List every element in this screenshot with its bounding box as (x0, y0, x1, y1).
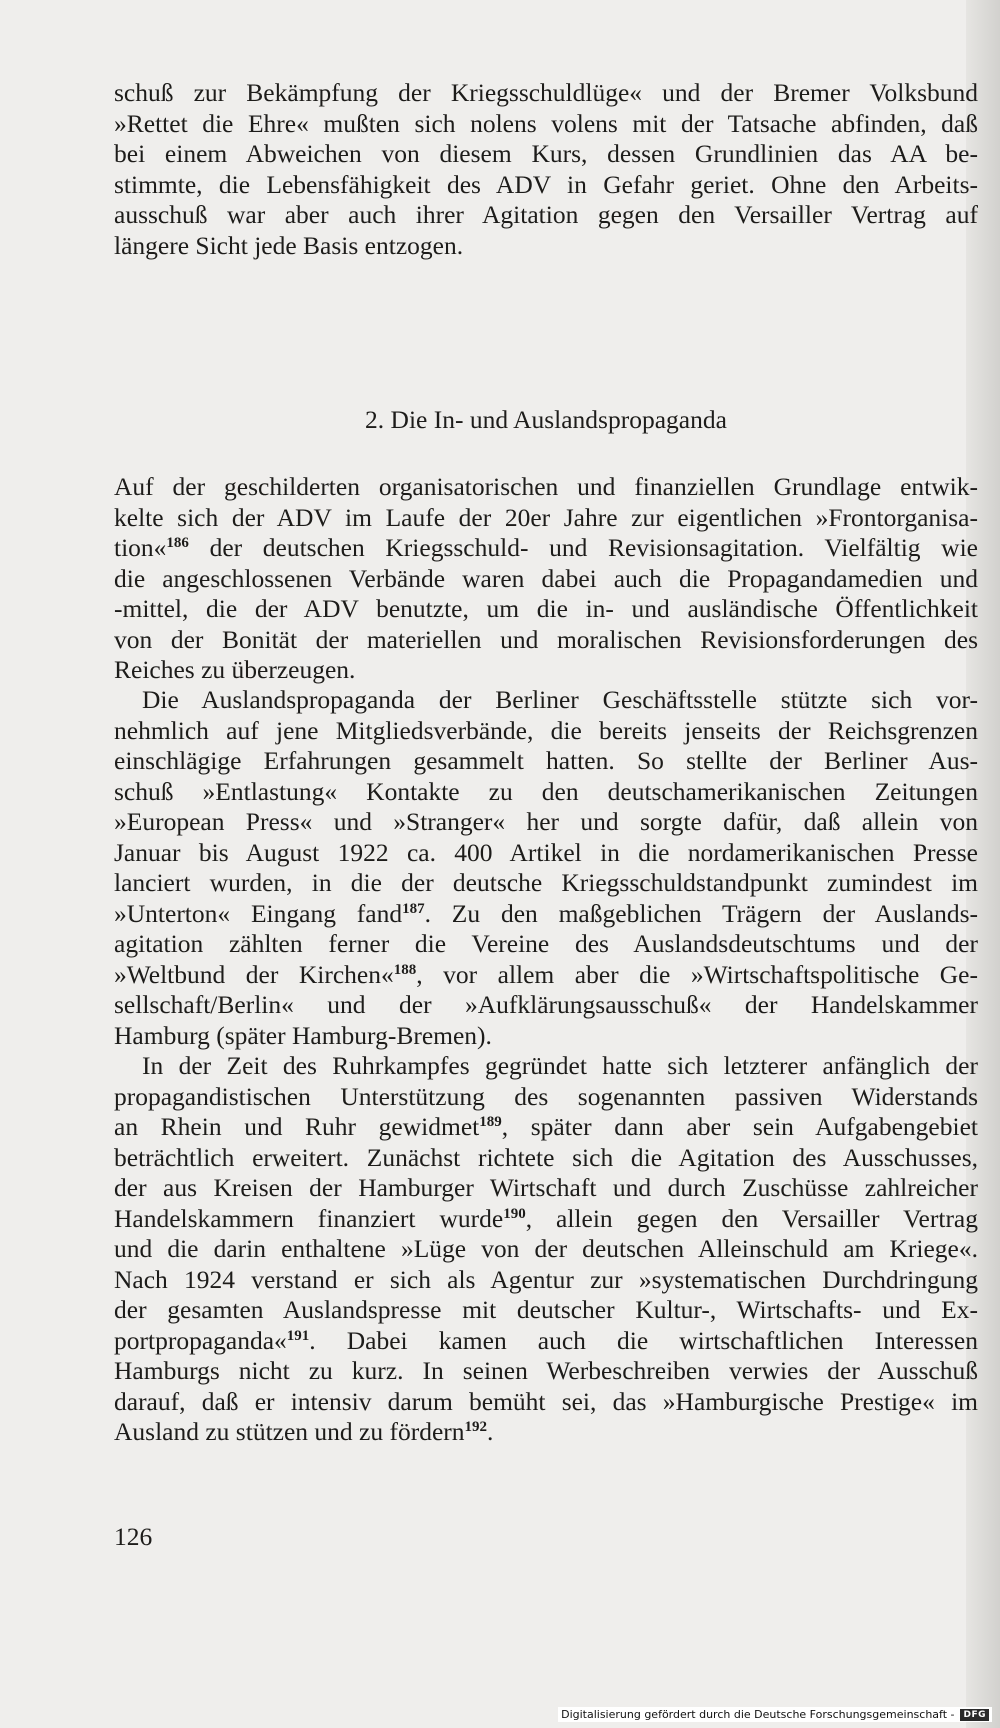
text-line: die angeschlossenen Verbände waren dabei auch die Propagandamedien und (114, 563, 978, 593)
paragraph-2 (114, 472, 978, 686)
text-line: Auf der geschilderten organisatorischen und finanziellen Grundlage entwik- (114, 472, 978, 501)
footnote-marker: 187 (402, 900, 425, 917)
text-line: Die Auslandspropaganda der Berliner Geschäftsstelle stützte sich vor- (142, 685, 978, 714)
text-line: Reiches zu überzeugen. (114, 655, 356, 684)
paragraph-1 (114, 78, 978, 261)
footnote-marker: 191 (286, 1327, 310, 1344)
text-line: schuß »Entlastung« Kontakte zu den deutschamerikanischen Zeitungen (114, 776, 978, 806)
text-line: tion«$^{186}$ der deutschen Kriegsschuld- und Revisionsagitation. Vielfältig wie (114, 533, 978, 562)
text-line: portpropaganda«$^{191}$. Dabei kamen auch die wirtschaftlichen Interessen (114, 1325, 978, 1355)
footnote-marker: 192 (464, 1419, 488, 1435)
text-line: beträchtlich erweitert. Zunächst richtete sich die Agitation des Ausschusses, (114, 1142, 978, 1172)
text-line: Hamburg (später Hamburg-Bremen). (114, 1020, 492, 1050)
paragraph-3 (114, 685, 978, 1051)
text-line: kelte sich der ADV im Laufe der 20er Jahre zur eigentlichen »Frontorganisa- (114, 502, 978, 532)
text-line: darauf, daß er intensiv darum bemüht sei, das »Hamburgische Prestige« im (114, 1386, 978, 1416)
text-line: sellschaft/Berlin« und der »Aufklärungsausschuß« der Handelskammer (114, 990, 978, 1019)
text-line: »Unterton« Eingang fand$^{187}$. Zu den maßgeblichen Trägern der Auslands- (114, 898, 978, 928)
text-line: Hamburgs nicht zu kurz. In seinen Werbeschreiben verwies der Ausschuß (114, 1356, 978, 1385)
footnote-marker: 190 (503, 1205, 526, 1222)
footnote-marker: 189 (479, 1114, 502, 1130)
text-line: -mittel, die der ADV benutzte, um die in- und ausländische Öffentlichkeit (114, 594, 978, 623)
text-line: ausschuß war aber auch ihrer Agitation gegen den Versailler Vertrag auf (114, 200, 978, 229)
footnote-marker: 186 (166, 535, 189, 551)
text-line: lanciert wurden, in die der deutsche Kriegsschuldstandpunkt zumindest im (114, 868, 978, 897)
text-line: Nach 1924 verstand er sich als Agentur zur »systematischen Durchdringung (114, 1264, 978, 1294)
page-number: 126 (114, 1522, 153, 1551)
text-line: längere Sicht jede Basis entzogen. (114, 230, 464, 260)
text-line: Ausland zu stützen und zu fördern$^{192}$. (114, 1417, 494, 1446)
text-line: »Weltbund der Kirchen«$^{188}$, vor allem aber die »Wirtschaftspolitische Ge- (114, 959, 978, 989)
text-line: von der Bonität der materiellen und moralischen Revisionsforderungen des (114, 624, 978, 654)
text-line: bei einem Abweichen von diesem Kurs, dessen Grundlinien das AA be- (114, 139, 978, 168)
text-line: Handelskammern finanziert wurde$^{190}$, allein gegen den Versailler Vertrag (114, 1203, 978, 1233)
text-line: In der Zeit des Ruhrkampfes gegründet hatte sich letzterer anfänglich der (142, 1051, 978, 1080)
dfg-logo: DFG (960, 1709, 989, 1721)
text-line: agitation zählten ferner die Vereine des Auslandsdeutschtums und der (114, 929, 978, 958)
text-line: Januar bis August 1922 ca. 400 Artikel in die nordamerikanischen Presse (114, 837, 978, 867)
text-line: »Rettet die Ehre« mußten sich nolens volens mit der Tatsache abfinden, daß (114, 108, 978, 138)
paragraph-4 (114, 1051, 978, 1448)
text-line: propagandistischen Unterstützung des sogenannten passiven Widerstands (114, 1081, 978, 1111)
text-line: stimmte, die Lebensfähigkeit des ADV in Gefahr geriet. Ohne den Arbeits- (114, 169, 978, 199)
text-line: der gesamten Auslandspresse mit deutscher Kultur-, Wirtschafts- und Ex- (114, 1295, 978, 1324)
text-line: einschlägige Erfahrungen gesammelt hatten. So stellte der Berliner Aus- (114, 746, 978, 775)
text-line: und die darin enthaltene »Lüge von der deutschen Alleinschuld am Kriege«. (114, 1234, 978, 1263)
digitization-footer (558, 1707, 992, 1722)
footnote-marker: 188 (393, 961, 417, 978)
text-line: schuß zur Bekämpfung der Kriegsschuldlüge« und der Bremer Volksbund (114, 78, 978, 107)
text-line: nehmlich auf jene Mitgliedsverbände, die bereits jenseits der Reichsgrenzen (114, 715, 978, 745)
text-line: der aus Kreisen der Hamburger Wirtschaft und durch Zuschüsse zahlreicher (114, 1173, 978, 1202)
footer-text: Digitalisierung gefördert durch die Deutsche Forschungsgemeinschaft - (561, 1708, 955, 1721)
text-line: »European Press« und »Stranger« her und sorgte dafür, daß allein von (114, 807, 978, 836)
text-line: an Rhein und Ruhr gewidmet$^{189}$, später dann aber sein Aufgabengebiet (114, 1112, 978, 1141)
section-heading: 2. Die In- und Auslandspropaganda (365, 405, 727, 434)
